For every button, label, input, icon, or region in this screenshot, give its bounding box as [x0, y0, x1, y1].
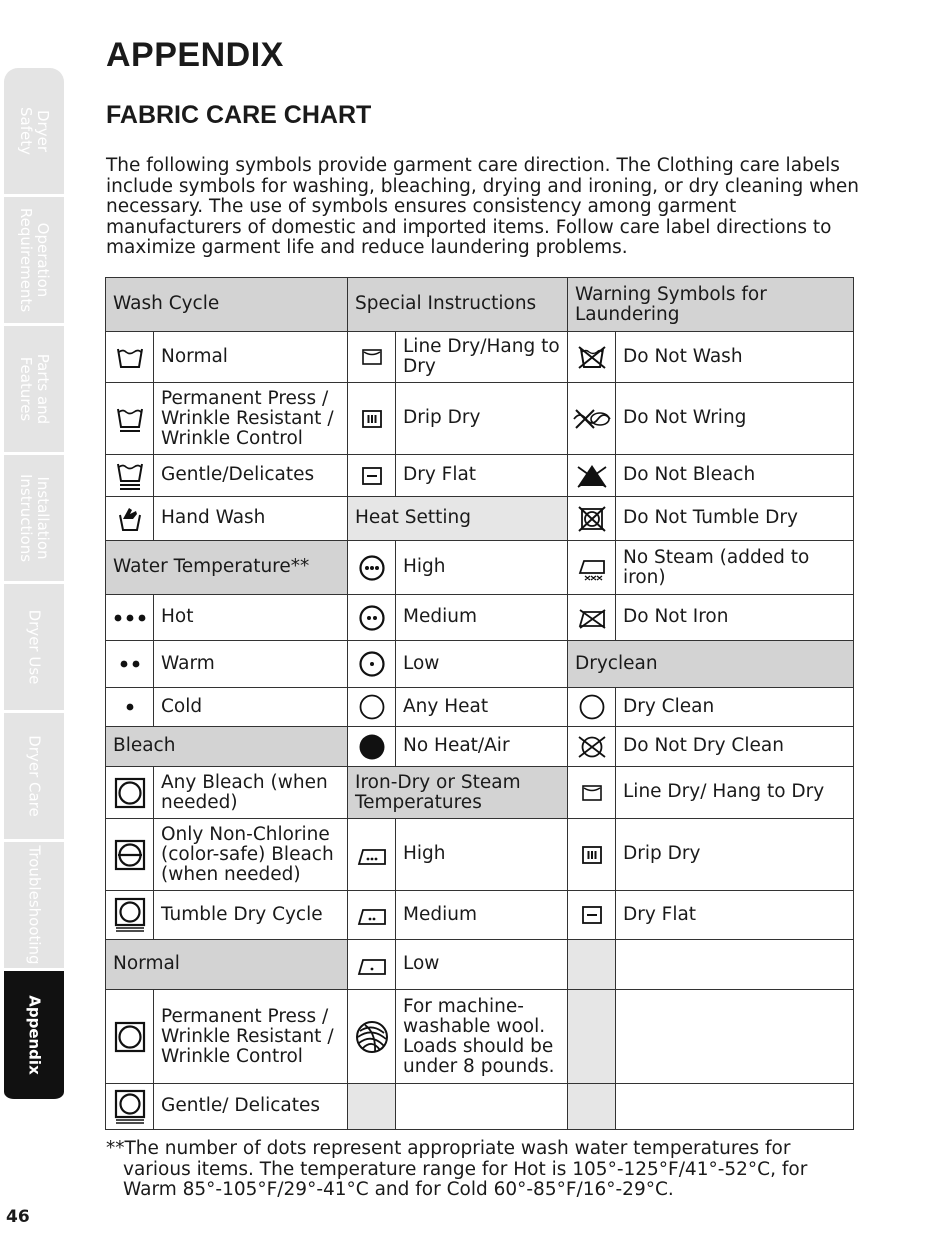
do-not-bleach-label: Do Not Bleach — [615, 454, 854, 497]
gentle-dry-icon — [105, 1083, 154, 1130]
footnote-line-2: various items. The temperature range for Hot is 105°-125°F/41°-52°C, for — [123, 1158, 808, 1180]
empty-cell — [567, 1083, 616, 1130]
drip-dry-label: Drip Dry — [395, 382, 568, 455]
footnote — [106, 1139, 866, 1201]
fabric-care-table — [105, 277, 854, 1130]
do-not-wash-label: Do Not Wash — [615, 331, 854, 383]
any-bleach-icon — [105, 766, 154, 819]
drip-dry-label-2: Drip Dry — [615, 818, 854, 891]
warm-dots-icon — [105, 640, 154, 688]
side-tab-label: Dryer Care — [25, 735, 44, 817]
perm-press-label: Permanent Press / Wrinkle Resistant / Wrinkle Control — [153, 382, 348, 455]
no-heat-label: No Heat/Air — [395, 726, 568, 767]
dry-clean-label: Dry Clean — [615, 687, 854, 727]
gentle-wash-icon — [105, 454, 154, 497]
empty-cell — [395, 1083, 568, 1130]
header-warning-symbols: Warning Symbols for Laundering — [567, 277, 854, 332]
side-tab-troubleshooting[interactable] — [4, 842, 64, 971]
gentle-label: Gentle/Delicates — [153, 454, 348, 497]
do-not-bleach-icon — [567, 454, 616, 497]
page-title: APPENDIX — [106, 36, 284, 74]
do-not-wring-label: Do Not Wring — [615, 382, 854, 455]
footnote-line-1: **The number of dots represent appropriate wash water temperatures for — [106, 1138, 791, 1159]
do-not-wash-icon — [567, 331, 616, 383]
do-not-iron-label: Do Not Iron — [615, 594, 854, 641]
iron-high-label: High — [395, 818, 568, 891]
header-wash-cycle: Wash Cycle — [105, 277, 348, 332]
side-tab-dryer-care[interactable] — [4, 713, 64, 842]
line-dry-icon — [347, 331, 396, 383]
side-tab-label: Installation Instructions — [17, 473, 52, 563]
perm-press-wash-icon — [105, 382, 154, 455]
line-dry-label: Line Dry/Hang to Dry — [395, 331, 568, 383]
dry-flat-label: Dry Flat — [395, 454, 568, 497]
side-tab-label: Operation Requirements — [17, 207, 52, 313]
tumble-dry-cycle-label: Tumble Dry Cycle — [153, 890, 348, 940]
side-tab-label: Troubleshooting — [25, 845, 44, 965]
any-bleach-label: Any Bleach (when needed) — [153, 766, 348, 819]
heat-low-icon — [347, 640, 396, 688]
dry-flat-icon — [347, 454, 396, 497]
side-tab-parts-and-features[interactable] — [4, 326, 64, 455]
any-heat-label: Any Heat — [395, 687, 568, 727]
non-chlorine-label: Only Non-Chlorine (color-safe) Bleach (when needed) — [153, 818, 348, 891]
empty-cell — [567, 939, 616, 990]
page-number: 46 — [6, 1207, 30, 1227]
line-dry-icon-2 — [567, 766, 616, 819]
empty-cell — [615, 1083, 854, 1130]
tumble-dry-cycle-icon — [105, 890, 154, 940]
iron-temperatures-header: Iron-Dry or Steam Temperatures — [347, 766, 568, 819]
heat-high-label: High — [395, 540, 568, 595]
heat-medium-icon — [347, 594, 396, 641]
hot-label: Hot — [153, 594, 348, 641]
normal-label: Normal — [153, 331, 348, 383]
no-heat-icon — [347, 726, 396, 767]
wool-ball-icon — [347, 989, 396, 1084]
side-tab-label: Appendix — [25, 995, 44, 1075]
do-not-wring-icon — [567, 382, 616, 455]
empty-cell — [615, 989, 854, 1084]
header-special-instructions: Special Instructions — [347, 277, 568, 332]
side-tab-label: Parts and Features — [17, 353, 52, 425]
bleach-header: Bleach — [105, 726, 348, 767]
any-heat-icon — [347, 687, 396, 727]
empty-cell — [567, 989, 616, 1084]
dry-clean-icon — [567, 687, 616, 727]
footnote-line-3: Warm 85°-105°F/29°-41°C and for Cold 60°-85°F/16°-29°C. — [123, 1179, 674, 1200]
side-tab-dryer-use[interactable] — [4, 584, 64, 713]
wool-label: For machine-washable wool. Loads should be under 8 pounds. — [395, 989, 568, 1084]
iron-medium-icon — [347, 890, 396, 940]
hot-dots-icon — [105, 594, 154, 641]
cold-dot-icon — [105, 687, 154, 727]
iron-low-icon — [347, 939, 396, 990]
dryclean-header: Dryclean — [567, 640, 854, 688]
hand-wash-icon — [105, 496, 154, 541]
dry-flat-label-2: Dry Flat — [615, 890, 854, 940]
empty-cell — [347, 1083, 396, 1130]
heat-setting-header: Heat Setting — [347, 496, 568, 541]
hand-wash-label: Hand Wash — [153, 496, 348, 541]
perm-press-dry-icon — [105, 989, 154, 1084]
heat-medium-label: Medium — [395, 594, 568, 641]
drip-dry-icon-2 — [567, 818, 616, 891]
section-title: FABRIC CARE CHART — [106, 101, 372, 129]
heat-high-icon — [347, 540, 396, 595]
side-tabs — [4, 68, 64, 1102]
side-tab-appendix[interactable] — [4, 971, 64, 1102]
water-temperature-header: Water Temperature** — [105, 540, 348, 595]
normal-wash-icon — [105, 331, 154, 383]
side-tab-dryer-safety[interactable] — [4, 68, 64, 197]
heat-low-label: Low — [395, 640, 568, 688]
iron-medium-label: Medium — [395, 890, 568, 940]
side-tab-operation-requirements[interactable] — [4, 197, 64, 326]
do-not-iron-icon — [567, 594, 616, 641]
no-steam-label: No Steam (added to iron) — [615, 540, 854, 595]
iron-high-icon — [347, 818, 396, 891]
iron-low-label: Low — [395, 939, 568, 990]
no-steam-icon — [567, 540, 616, 595]
non-chlorine-bleach-icon — [105, 818, 154, 891]
normal-header: Normal — [105, 939, 348, 990]
drip-dry-icon — [347, 382, 396, 455]
do-not-tumble-dry-label: Do Not Tumble Dry — [615, 496, 854, 541]
perm-press-dry-label: Permanent Press / Wrinkle Resistant / Wrinkle Control — [153, 989, 348, 1084]
do-not-dry-clean-label: Do Not Dry Clean — [615, 726, 854, 767]
side-tab-label: Dryer Safety — [17, 107, 52, 155]
warm-label: Warm — [153, 640, 348, 688]
line-dry-label-2: Line Dry/ Hang to Dry — [615, 766, 854, 819]
side-tab-installation-instructions[interactable] — [4, 455, 64, 584]
gentle-dry-label: Gentle/ Delicates — [153, 1083, 348, 1130]
intro-paragraph: The following symbols provide garment care direction. The Clothing care labels include symbols for washing, bleaching, drying and ironing, or dry cleaning when necessary. The use of symbols ensures consistency among garment manufacturers of domestic and imported items. Follow care label directions to maximize garment life and reduce laundering problems. — [106, 155, 860, 258]
empty-cell — [615, 939, 854, 990]
do-not-tumble-dry-icon — [567, 496, 616, 541]
dry-flat-icon-2 — [567, 890, 616, 940]
side-tab-label: Dryer Use — [25, 609, 44, 685]
do-not-dry-clean-icon — [567, 726, 616, 767]
cold-label: Cold — [153, 687, 348, 727]
